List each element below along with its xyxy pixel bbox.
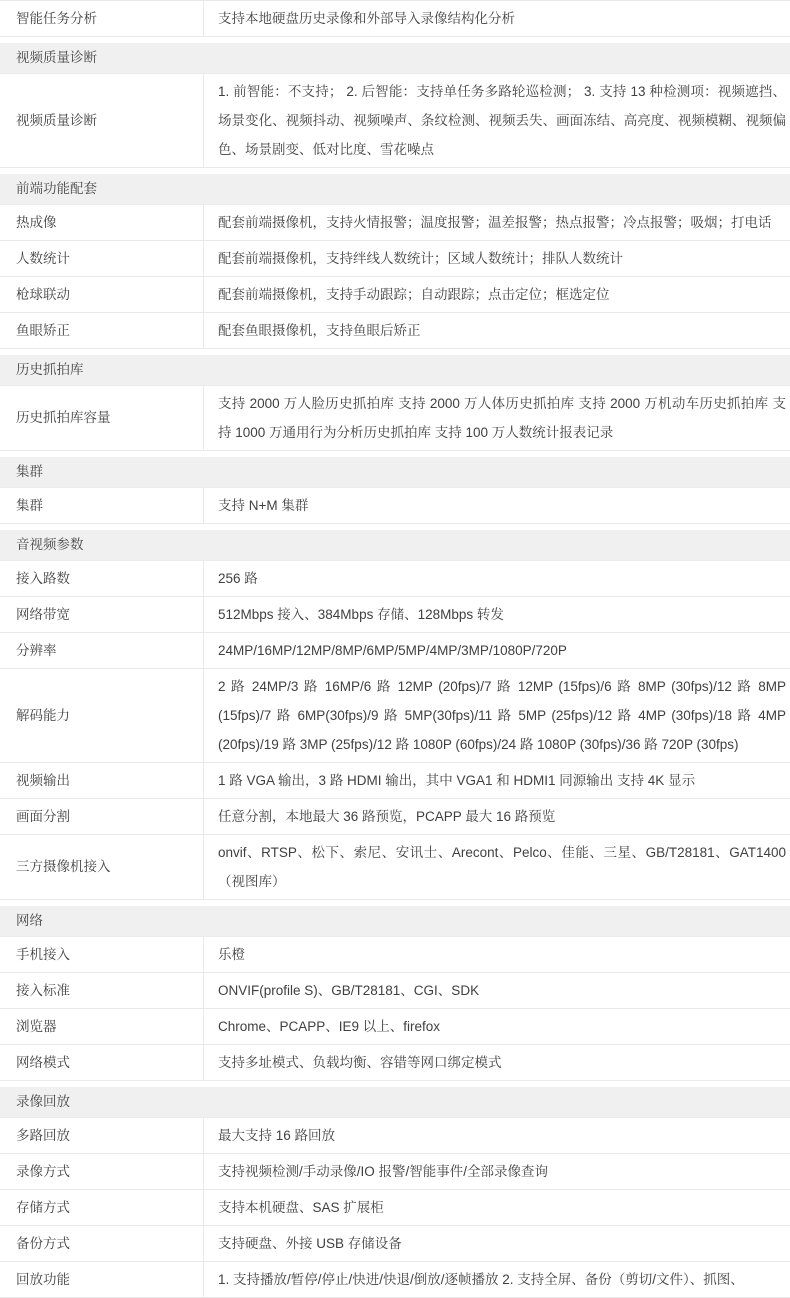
spec-row bbox=[0, 763, 790, 799]
section-header bbox=[0, 168, 790, 205]
spec-value bbox=[204, 1226, 790, 1261]
spec-row bbox=[0, 597, 790, 633]
spec-value-text: Chrome、PCAPP、IE9 以上、firefox bbox=[218, 1019, 441, 1034]
spec-value bbox=[204, 763, 790, 798]
spec-value bbox=[204, 633, 790, 668]
spec-label: 备份方式 bbox=[0, 1226, 204, 1261]
spec-label: 分辨率 bbox=[0, 633, 204, 668]
spec-label: 接入路数 bbox=[0, 561, 204, 596]
spec-label: 历史抓拍库容量 bbox=[0, 386, 204, 450]
spec-value-text: 配套前端摄像机，支持手动跟踪；自动跟踪；点击定位；框选定位 bbox=[218, 287, 610, 302]
spec-value-text: 256 路 bbox=[218, 571, 258, 586]
spec-value bbox=[204, 937, 790, 972]
spec-value bbox=[204, 799, 790, 834]
spec-value bbox=[204, 1190, 790, 1225]
spec-value bbox=[204, 241, 790, 276]
spec-label: 视频质量诊断 bbox=[0, 74, 204, 167]
section-header bbox=[0, 900, 790, 937]
spec-value-text: 支持本机硬盘、SAS 扩展柜 bbox=[218, 1200, 384, 1215]
spec-value-text: 任意分割，本地最大 36 路预览，PCAPP 最大 16 路预览 bbox=[218, 809, 556, 824]
spec-row bbox=[0, 561, 790, 597]
section-title: 前端功能配套 bbox=[0, 174, 790, 205]
spec-label: 存储方式 bbox=[0, 1190, 204, 1225]
spec-row bbox=[0, 241, 790, 277]
spec-value-text: 支持本地硬盘历史录像和外部导入录像结构化分析 bbox=[218, 11, 515, 26]
section-header bbox=[0, 37, 790, 74]
spec-label: 智能任务分析 bbox=[0, 1, 204, 36]
spec-label: 人数统计 bbox=[0, 241, 204, 276]
spec-row bbox=[0, 386, 790, 451]
spec-label: 解码能力 bbox=[0, 669, 204, 762]
spec-label: 浏览器 bbox=[0, 1009, 204, 1044]
spec-value bbox=[204, 669, 790, 762]
spec-row bbox=[0, 633, 790, 669]
spec-value-text: 最大支持 16 路回放 bbox=[218, 1128, 336, 1143]
section-title: 视频质量诊断 bbox=[0, 43, 790, 74]
spec-value bbox=[204, 313, 790, 348]
spec-value-text: onvif、RTSP、松下、索尼、安讯士、Arecont、Pelco、佳能、三星、GB/T28181、GAT1400（视图库） bbox=[218, 845, 786, 889]
spec-label: 视频输出 bbox=[0, 763, 204, 798]
spec-value bbox=[204, 1009, 790, 1044]
spec-row bbox=[0, 1, 790, 37]
spec-label: 集群 bbox=[0, 488, 204, 523]
spec-row bbox=[0, 277, 790, 313]
spec-label: 网络模式 bbox=[0, 1045, 204, 1080]
spec-row bbox=[0, 1190, 790, 1226]
spec-value bbox=[204, 74, 790, 167]
spec-value-text: 支持 N+M 集群 bbox=[218, 498, 309, 513]
spec-value bbox=[204, 386, 790, 450]
spec-value bbox=[204, 277, 790, 312]
spec-row bbox=[0, 937, 790, 973]
section-title: 集群 bbox=[0, 457, 790, 488]
spec-value-text: 1 路 VGA 输出，3 路 HDMI 输出，其中 VGA1 和 HDMI1 同源输出 支持 4K 显示 bbox=[218, 773, 696, 788]
spec-row bbox=[0, 973, 790, 1009]
spec-value-text: 乐橙 bbox=[218, 947, 245, 962]
section-header bbox=[0, 1081, 790, 1118]
spec-row bbox=[0, 1226, 790, 1262]
spec-value bbox=[204, 835, 790, 899]
section-title: 历史抓拍库 bbox=[0, 355, 790, 386]
spec-label: 枪球联动 bbox=[0, 277, 204, 312]
spec-label: 多路回放 bbox=[0, 1118, 204, 1153]
spec-label: 鱼眼矫正 bbox=[0, 313, 204, 348]
spec-label: 三方摄像机接入 bbox=[0, 835, 204, 899]
spec-value bbox=[204, 1, 790, 36]
spec-value bbox=[204, 1045, 790, 1080]
section-title: 录像回放 bbox=[0, 1087, 790, 1118]
spec-value-text: 支持 2000 万人脸历史抓拍库 支持 2000 万人体历史抓拍库 支持 2000 万机动车历史抓拍库 支持 1000 万通用行为分析历史抓拍库 支持 100 万人数统计报表记录 bbox=[218, 396, 786, 440]
section-header bbox=[0, 451, 790, 488]
spec-value-text: 支持硬盘、外接 USB 存储设备 bbox=[218, 1236, 402, 1251]
spec-label: 画面分割 bbox=[0, 799, 204, 834]
spec-row bbox=[0, 1154, 790, 1190]
spec-row bbox=[0, 1118, 790, 1154]
spec-row bbox=[0, 205, 790, 241]
spec-value-text: 512Mbps 接入、384Mbps 存储、128Mbps 转发 bbox=[218, 607, 504, 622]
spec-value bbox=[204, 488, 790, 523]
spec-value bbox=[204, 205, 790, 240]
spec-value bbox=[204, 1154, 790, 1189]
spec-value-text: 配套前端摄像机，支持火情报警；温度报警；温差报警；热点报警；冷点报警；吸烟；打电话 bbox=[218, 215, 772, 230]
spec-value bbox=[204, 1262, 790, 1297]
spec-row bbox=[0, 1262, 790, 1298]
section-title: 网络 bbox=[0, 906, 790, 937]
spec-value-text: 配套前端摄像机，支持绊线人数统计；区域人数统计；排队人数统计 bbox=[218, 251, 623, 266]
spec-value bbox=[204, 973, 790, 1008]
spec-value bbox=[204, 561, 790, 596]
spec-row bbox=[0, 835, 790, 900]
spec-value-text: 支持多址模式、负载均衡、容错等网口绑定模式 bbox=[218, 1055, 502, 1070]
spec-label: 回放功能 bbox=[0, 1262, 204, 1297]
spec-row bbox=[0, 799, 790, 835]
spec-value-text: 配套鱼眼摄像机，支持鱼眼后矫正 bbox=[218, 323, 421, 338]
spec-label: 网络带宽 bbox=[0, 597, 204, 632]
section-header bbox=[0, 524, 790, 561]
spec-value-text: 1. 支持播放/暂停/停止/快进/快退/倒放/逐帧播放 2. 支持全屏、备份（剪切/文件）、抓图、 bbox=[218, 1272, 744, 1287]
spec-label: 热成像 bbox=[0, 205, 204, 240]
spec-value-text: 24MP/16MP/12MP/8MP/6MP/5MP/4MP/3MP/1080P/720P bbox=[218, 643, 567, 658]
section-header bbox=[0, 349, 790, 386]
spec-row bbox=[0, 1009, 790, 1045]
spec-value-text: 1. 前智能：不支持； 2. 后智能：支持单任务多路轮巡检测； 3. 支持 13 种检测项：视频遮挡、场景变化、视频抖动、视频噪声、条纹检测、视频丢失、画面冻结、高亮度、视频模糊、视频偏色、场景剧变、低对比度、雪花噪点 bbox=[218, 84, 786, 157]
spec-row bbox=[0, 313, 790, 349]
spec-label: 手机接入 bbox=[0, 937, 204, 972]
spec-value-text: 支持视频检测/手动录像/IO 报警/智能事件/全部录像查询 bbox=[218, 1164, 549, 1179]
spec-value-text: 2 路 24MP/3 路 16MP/6 路 12MP (20fps)/7 路 12MP (15fps)/6 路 8MP (30fps)/12 路 8MP (15fps)/7 路 6MP(30fps)/9 路 5MP(30fps)/11 路 5MP (25fps)/12 路 4MP (30fps)/18 路 4MP (20fps)/19 路 3MP (25fps)/12 路 1080P (60fps)/24 路 1080P (30fps)/36 路 720P (30fps) bbox=[218, 679, 786, 752]
spec-row bbox=[0, 1045, 790, 1081]
spec-label: 接入标准 bbox=[0, 973, 204, 1008]
spec-row bbox=[0, 74, 790, 168]
section-title: 音视频参数 bbox=[0, 530, 790, 561]
spec-value bbox=[204, 597, 790, 632]
spec-row bbox=[0, 488, 790, 524]
spec-label: 录像方式 bbox=[0, 1154, 204, 1189]
spec-value-text: ONVIF(profile S)、GB/T28181、CGI、SDK bbox=[218, 983, 480, 998]
spec-value bbox=[204, 1118, 790, 1153]
spec-row bbox=[0, 669, 790, 763]
